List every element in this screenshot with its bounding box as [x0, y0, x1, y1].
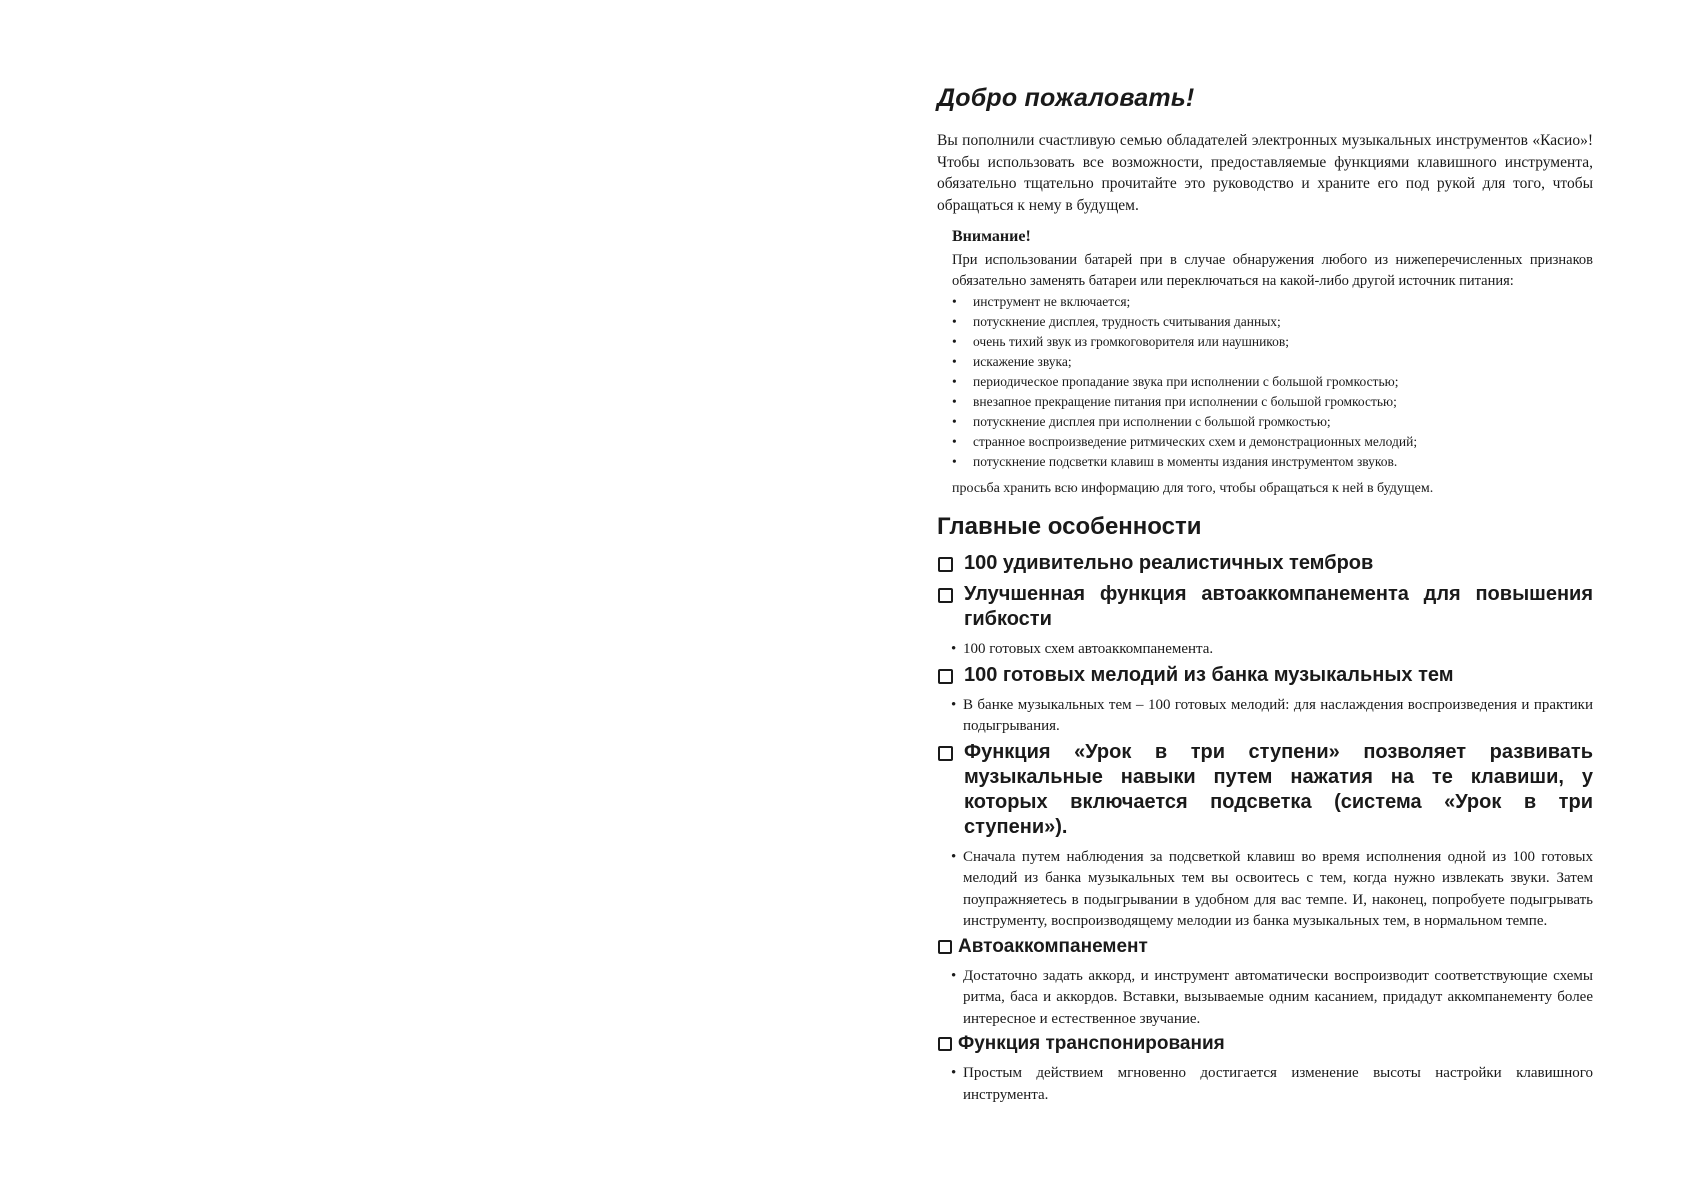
bullet: •: [952, 374, 957, 389]
warning-item-text: потускнение дисплея при исполнении с большой громкостью;: [973, 414, 1331, 429]
warning-list-item: [952, 312, 1593, 332]
warning-item-text: потускнение дисплея, трудность считывания данных;: [973, 314, 1281, 329]
warning-title: Внимание!: [952, 228, 1031, 245]
feature-heading: [937, 663, 1593, 688]
feature-description: [937, 695, 1593, 738]
bullet: •: [951, 967, 957, 984]
warning-item-text: потускнение подсветки клавиш в моменты издания инструментом звуков.: [973, 454, 1398, 469]
warning-list-item: [952, 352, 1593, 372]
checkbox-square-icon: [938, 746, 953, 761]
welcome-title: Добро пожаловать!: [937, 84, 1195, 112]
features-title: Главные особенности: [937, 513, 1202, 540]
warning-item-text: странное воспроизведение ритмических схем и демонстрационных мелодий;: [973, 434, 1418, 449]
bullet: •: [952, 414, 957, 429]
feature-description-text: 100 готовых схем автоаккомпанемента.: [963, 641, 1214, 657]
warning-list-item: [952, 412, 1593, 432]
warning-list-item: [952, 392, 1593, 412]
warning-item-text: периодическое пропадание звука при исполнении с большой громкостью;: [973, 374, 1399, 389]
feature-heading: [937, 1032, 1593, 1056]
bullet: •: [952, 394, 957, 409]
bullet: •: [952, 334, 957, 349]
warning-list: [952, 292, 1593, 472]
warning-text: При использовании батарей при в случае обнаружения любого из нижеперечисленных признаков обязательно заменять батареи или переключаться на какой-либо другой источник питания:: [952, 252, 1593, 289]
feature-heading: [937, 582, 1593, 632]
checkbox-square-icon: [938, 940, 952, 954]
feature-heading-text: 100 удивительно реалистичных тембров: [964, 552, 1374, 574]
feature-heading: [937, 935, 1593, 959]
feature-heading-text: Функция транспонирования: [958, 1033, 1225, 1054]
checkbox-square-icon: [938, 588, 953, 603]
bullet: •: [952, 294, 957, 309]
warning-list-item: [952, 432, 1593, 452]
bullet: •: [951, 1065, 957, 1081]
feature-description: [937, 639, 1593, 661]
feature-description: [937, 966, 1593, 1031]
feature-description: [937, 1063, 1593, 1106]
feature-description-text: Простым действием мгновенно достигается изменение высоты настройки клавишного инструмента.: [963, 1065, 1593, 1103]
feature-heading-text: Функция «Урок в три ступени» позволяет развивать музыкальные навыки путем нажатия на те клавиши, у которых включается подсветка (система «Урок в три ступени»).: [964, 740, 1593, 838]
feature-heading: [937, 740, 1593, 840]
bullet: •: [952, 314, 957, 329]
warning-list-item: [952, 452, 1593, 472]
bullet: •: [951, 848, 957, 865]
feature-heading-text: Автоаккомпанемент: [958, 935, 1148, 957]
warning-list-item: [952, 372, 1593, 392]
bullet: •: [951, 696, 957, 713]
feature-description: [937, 847, 1593, 933]
feature-heading-text: 100 готовых мелодий из банка музыкальных тем: [964, 663, 1454, 686]
warning-list-item: [952, 332, 1593, 352]
feature-description-text: Достаточно задать аккорд, и инструмент автоматически воспроизводит соответствующие схемы ритма, баса и аккордов. Вставки, вызываемые одним касанием, придадут аккомпанементу более интересное и естественное звучание.: [963, 967, 1593, 1027]
warning-item-text: инструмент не включается;: [973, 294, 1131, 309]
feature-description-text: В банке музыкальных тем – 100 готовых мелодий: для наслаждения воспроизведения и практики подыгрывания.: [963, 696, 1593, 734]
feature-heading-text: Улучшенная функция автоаккомпанемента для повышения гибкости: [964, 583, 1593, 630]
bullet: •: [951, 641, 957, 657]
checkbox-square-icon: [938, 669, 953, 684]
warning-item-text: очень тихий звук из громкоговорителя или наушников;: [973, 334, 1290, 349]
warning-block: [952, 228, 1593, 499]
checkbox-square-icon: [938, 557, 953, 572]
feature-description-text: Сначала путем наблюдения за подсветкой клавиш во время исполнения одной из 100 готовых мелодий из банка музыкальных тем вы освоитесь с тем, когда нужно извлекать звуки. Затем поупражняетесь в подыгрывании в удобном для вас темпе. И, наконец, попробуете подыгрывать инструменту, воспроизводящему мелодии из банка музыкальных тем, в нормальном темпе.: [963, 848, 1593, 929]
warning-item-text: искажение звука;: [973, 354, 1072, 369]
warning-list-item: [952, 292, 1593, 312]
bullet: •: [952, 434, 957, 449]
feature-heading: [937, 551, 1593, 576]
bullet: •: [952, 354, 957, 369]
warning-item-text: внезапное прекращение питания при исполнении с большой громкостью;: [973, 394, 1397, 409]
right-column: [937, 84, 1593, 1108]
welcome-intro: Вы пополнили счастливую семью обладателей электронных музыкальных инструментов «Касио»! Чтобы использовать все возможности, предоставляемые функциями клавишного инструмента, обязательно тщательно прочитайте это руководство и храните его под рукой для того, чтобы обращаться к нему в будущем.: [937, 132, 1593, 214]
warning-footer: просьба хранить всю информацию для того, чтобы обращаться к ней в будущем.: [952, 481, 1434, 496]
bullet: •: [952, 454, 957, 469]
checkbox-square-icon: [938, 1037, 952, 1051]
